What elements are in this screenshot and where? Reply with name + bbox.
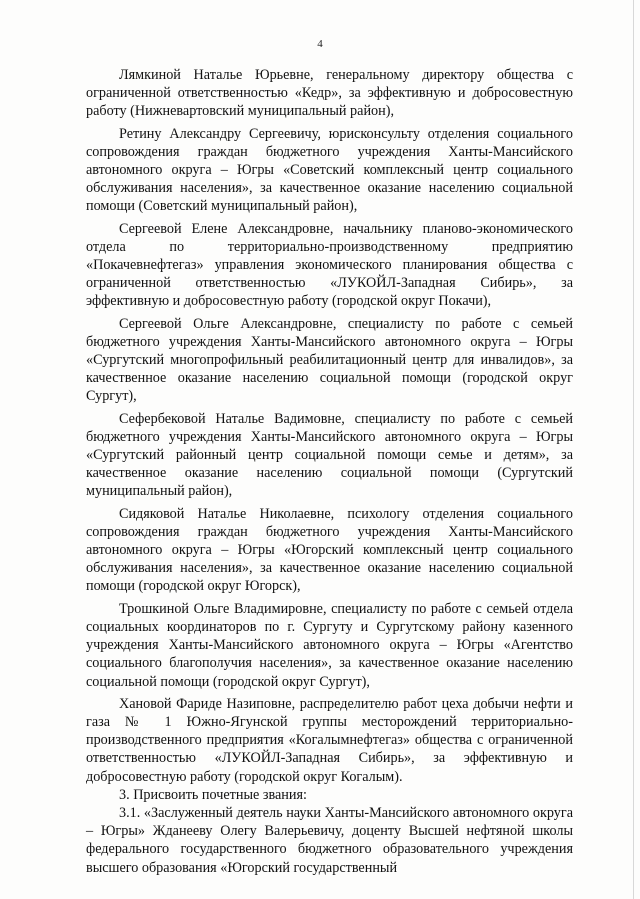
document-body	[86, 66, 573, 877]
paragraph-sergeeva-olga: Сергеевой Ольге Александровне, специалисту по работе с семьей бюджетного учреждения Ханты-Мансийского автономного округа – Югры «Сургутский многопрофильный реабилитационный центр для инвалидов», за качественное оказание населению социальной помощи (городской округ Сургут),	[86, 315, 573, 405]
paragraph-sidyakova: Сидяковой Наталье Николаевне, психологу отделения социального сопровождения граждан бюджетного учреждения Ханты-Мансийского автономного округа – Югры «Югорский комплексный центр социального обслуживания населения», за качественное оказание населению социальной помощи (городской округ Югорск),	[86, 505, 573, 595]
paragraph-lyamkina: Лямкиной Наталье Юрьевне, генеральному директору общества с ограниченной ответственностью «Кедр», за эффективную и добросовестную работу (Нижневартовский муниципальный район),	[86, 67, 573, 120]
section-heading-honorary-titles: 3. Присвоить почетные звания:	[119, 786, 307, 803]
paragraph-khanova: Хановой Фариде Назиповне, распределителю работ цеха добычи нефти и газа № 1 Южно-Ягунской группы месторождений территориально-производственного предприятия «Когалымнефтегаз» общества с ограниченной ответственностью «ЛУКОЙЛ-Западная Сибирь», за эффективную и добросовестную работу (городской округ Когалым).	[86, 695, 573, 785]
paragraph-zhdaneev: 3.1. «Заслуженный деятель науки Ханты-Мансийского автономного округа – Югры» Жданееву Олегу Валерьевичу, доценту Высшей нефтяной школы федерального государственного бюджетного образовательного учреждения высшего образования «Югорский государственный	[86, 804, 573, 876]
page-edge-line	[633, 0, 634, 899]
paragraph-retin: Ретину Александру Сергеевичу, юрисконсульту отделения социального сопровождения граждан бюджетного учреждения Ханты-Мансийского автономного округа – Югры «Советский комплексный центр социального обслуживания населения», за качественное оказание населению социальной помощи (Советский муниципальный район),	[86, 125, 573, 215]
paragraph-troshkina: Трошкиной Ольге Владимировне, специалисту по работе с семьей отдела социальных координаторов по г. Сургуту и Сургутскому району казенного учреждения Ханты-Мансийского автономного округа – Югры «Агентство социального благополучия населения», за качественное оказание населению социальной помощи (городской округ Сургут),	[86, 600, 573, 690]
page-number: 4	[317, 38, 323, 50]
paragraph-sergeeva-elena: Сергеевой Елене Александровне, начальнику планово-экономического отдела по территориально-производственному предприятию «Покачевнефтегаз» управления экономического планирования общества с ограниченной ответственностью «ЛУКОЙЛ-Западная Сибирь», за эффективную и добросовестную работу (городской округ Покачи),	[86, 220, 573, 310]
paragraph-seferbekova: Сефербековой Наталье Вадимовне, специалисту по работе с семьей бюджетного учреждения Ханты-Мансийского автономного округа – Югры «Сургутский районный центр социальной помощи семье и детям», за качественное оказание населению социальной помощи (Сургутский муниципальный район),	[86, 410, 573, 500]
